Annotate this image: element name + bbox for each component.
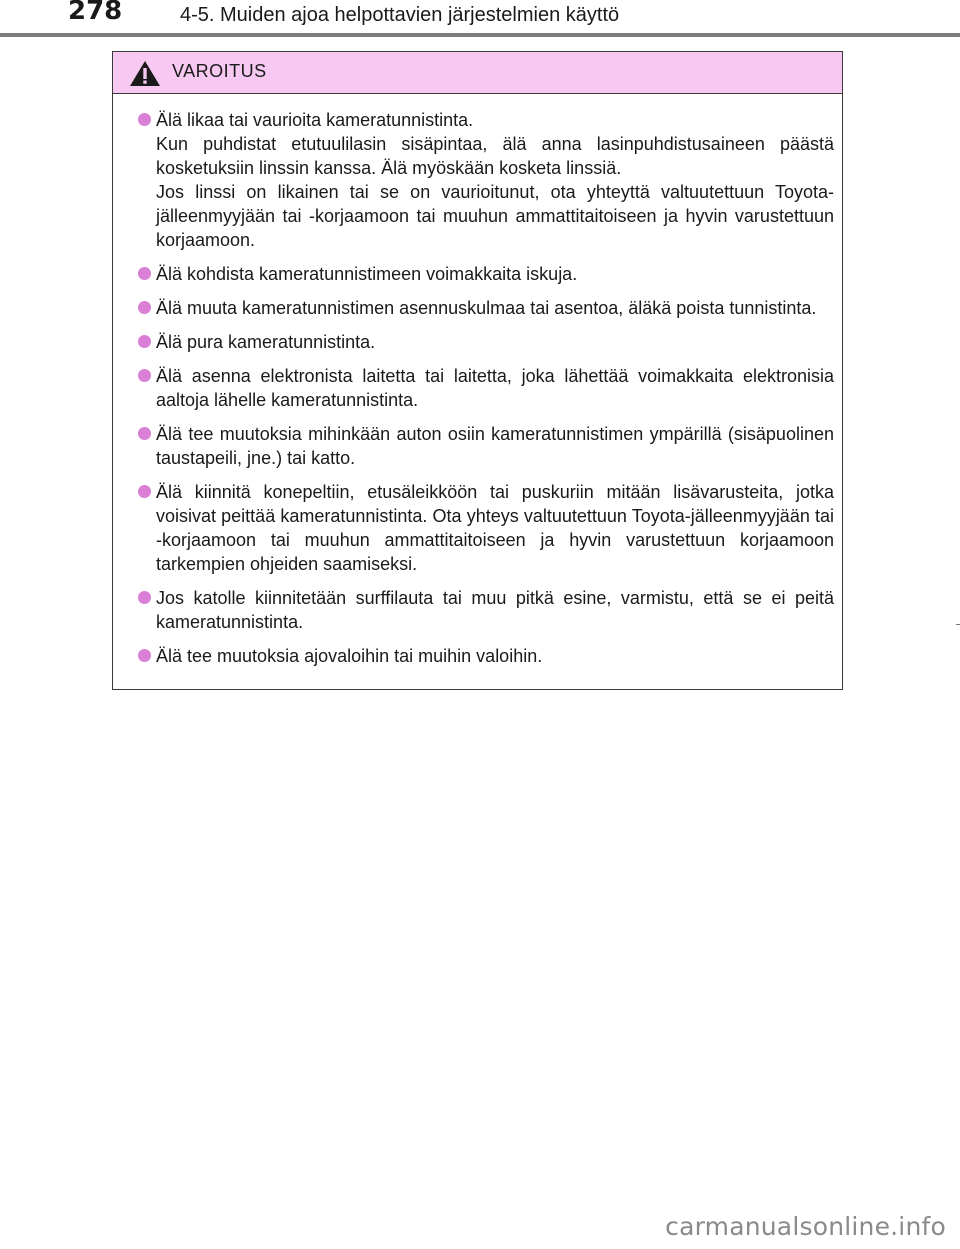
warning-item-text: Jos linssi on likainen tai se on vaurioitunut, ota yhteyttä valtuutettuun Toyota-jälleenmyyjään tai -korjaamoon tai muuhun ammattitaitoiseen ja hyvin varustettuun korjaamoon. <box>156 182 834 250</box>
warning-label: VAROITUS <box>172 61 267 81</box>
warning-item-text: Älä asenna elektronista laitetta tai laitetta, joka lähettää voimakkaita elektronisia aaltoja lähelle kameratunnistinta. <box>156 366 834 410</box>
warning-item-text: Älä likaa tai vaurioita kameratunnistinta. <box>156 110 474 130</box>
warning-item <box>113 422 842 470</box>
warning-item <box>113 330 842 354</box>
warning-item-text: Älä kohdista kameratunnistimeen voimakkaita iskuja. <box>156 264 578 284</box>
bullet-icon <box>138 113 151 126</box>
warning-item <box>113 296 842 320</box>
page-number: 278 <box>68 0 123 26</box>
warning-items <box>113 108 842 678</box>
section-title: 4-5. Muiden ajoa helpottavien järjestelmien käyttö <box>180 4 620 26</box>
warning-header <box>113 52 842 94</box>
warning-item <box>113 644 842 668</box>
page-header <box>0 0 960 40</box>
side-mark <box>956 624 960 625</box>
warning-item <box>113 364 842 412</box>
warning-item-text: Älä tee muutoksia ajovaloihin tai muihin valoihin. <box>156 646 543 666</box>
warning-triangle-icon <box>129 59 161 87</box>
bullet-icon <box>138 267 151 280</box>
warning-item-text: Älä muuta kameratunnistimen asennuskulmaa tai asentoa, äläkä poista tunnistinta. <box>156 298 817 318</box>
bullet-icon <box>138 649 151 662</box>
warning-item <box>113 108 842 252</box>
bullet-icon <box>138 301 151 314</box>
warning-item-text: Kun puhdistat etutuulilasin sisäpintaa, älä anna lasinpuhdistusaineen päästä kosketuksiin linssin kanssa. Älä myöskään kosketa linssiä. <box>156 134 834 178</box>
bullet-icon <box>138 335 151 348</box>
warning-item <box>113 480 842 576</box>
warning-item <box>113 262 842 286</box>
warning-item-text: Jos katolle kiinnitetään surffilauta tai muu pitkä esine, varmistu, että se ei peitä kameratunnistinta. <box>156 588 834 632</box>
warning-item <box>113 586 842 634</box>
bullet-icon <box>138 427 151 440</box>
watermark: carmanualsonline.info <box>665 1212 946 1241</box>
warning-item-text: Älä tee muutoksia mihinkään auton osiin kameratunnistimen ympärillä (sisäpuolinen taustapeili, jne.) tai katto. <box>156 424 834 468</box>
warning-item-text: Älä pura kameratunnistinta. <box>156 332 376 352</box>
warning-item-text: Älä kiinnitä konepeltiin, etusäleikköön tai puskuriin mitään lisävarusteita, jotka voisivat peittää kameratunnistinta. Ota yhteys valtuutettuun Toyota-jälleenmyyjään tai -korjaamoon tai muuhun ammattitaitoiseen ja hyvin varustettuun korjaamoon tarkempien ohjeiden saamiseksi. <box>156 482 834 574</box>
bullet-icon <box>138 485 151 498</box>
bullet-icon <box>138 591 151 604</box>
bullet-icon <box>138 369 151 382</box>
warning-box <box>112 51 843 690</box>
header-rule <box>0 33 960 37</box>
